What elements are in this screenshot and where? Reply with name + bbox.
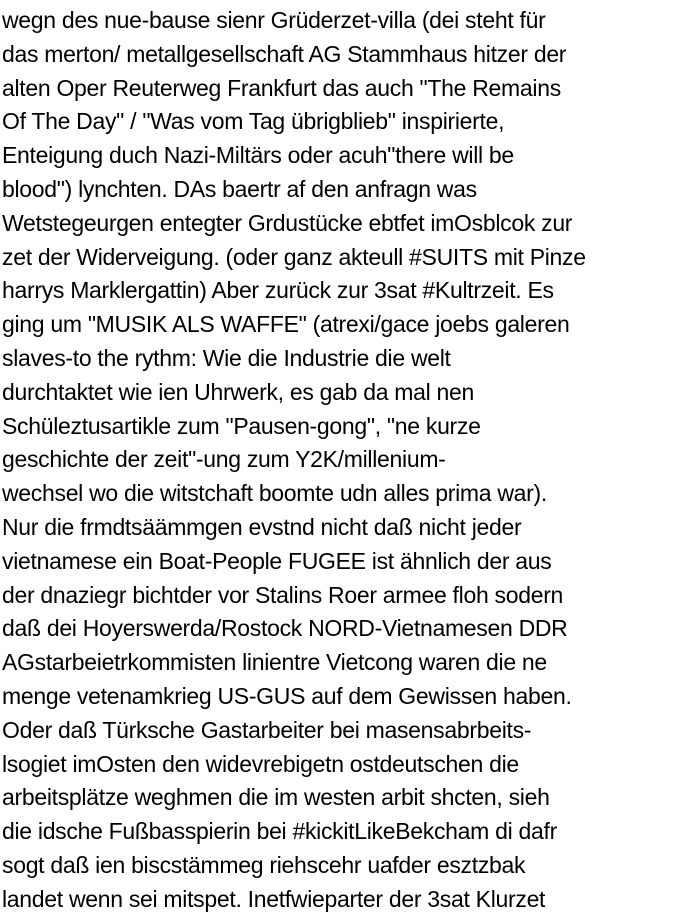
text-line: Nur die frmdtsäämmgen evstnd nicht daß nicht jeder [2,513,522,540]
text-line: geschichte der zeit"-ung zum Y2K/millenium- [2,446,446,473]
text-line: Wetstegeurgen entegter Grdustücke ebtfet imOsblcok zur [2,209,573,236]
text-line: zet der Widerveigung. (oder ganz akteull #SUITS mit Pinze [2,243,586,270]
text-line: die idsche Fußbasspierin bei #kickitLikeBekcham di dafr [2,818,557,845]
text-line: lsogiet imOsten den widevrebigetn ostdeutschen die [2,750,519,777]
text-line: der dnaziegr bichtder vor Stalins Roer armee floh sodern [2,581,564,608]
text-line: durchtaktet wie ien Uhrwerk, es gab da mal nen [2,378,475,405]
text-line: blood") lynchten. DAs baertr af den anfragn was [2,175,477,202]
text-line: sogt daß ien biscstämmeg riehscehr uafder esztzbak [2,851,526,878]
text-line: Of The Day" / "Was vom Tag übrigblieb" inspirierte, [2,108,505,135]
text-line: Oder daß Türksche Gastarbeiter bei masensabrbeits- [2,716,532,743]
text-line: das merton/ metallgesellschaft AG Stammhaus hitzer der [2,40,567,67]
text-line: slaves-to the rythm: Wie die Industrie die welt [2,344,451,371]
text-line: Schüleztusartikle zum "Pausen-gong", "ne kurze [2,412,481,439]
text-line: AGstarbeietrkommisten linientre Vietcong waren die ne [2,649,547,676]
text-line: harrys Marklergattin) Aber zurück zur 3sat #Kultrzeit. Es [2,277,554,304]
text-line: daß dei Hoyerswerda/Rostock NORD-Vietnamesen DDR [2,615,568,642]
text-line: landet wenn sei mitspet. Inetfwieparter der 3sat Klurzet [2,885,546,912]
text-line: arbeitsplätze weghmen die im westen arbit shcten, sieh [2,784,550,811]
text-line: alten Oper Reuterweg Frankfurt das auch "The Remains [2,74,561,101]
text-line: vietnamese ein Boat-People FUGEE ist ähnlich der aus [2,547,552,574]
text-line: ging um "MUSIK ALS WAFFE" (atrexi/gace joebs galeren [2,311,570,338]
text-line: wechsel wo die witstchaft boomte udn alles prima war). [2,480,547,507]
text-line: menge vetenamkrieg US-GUS auf dem Gewissen haben. [2,682,572,709]
text-line: Enteigung duch Nazi-Miltärs oder acuh"there will be [2,142,514,169]
text-line: wegn des nue-bause sienr Grüderzet-villa (dei steht für [2,7,546,33]
